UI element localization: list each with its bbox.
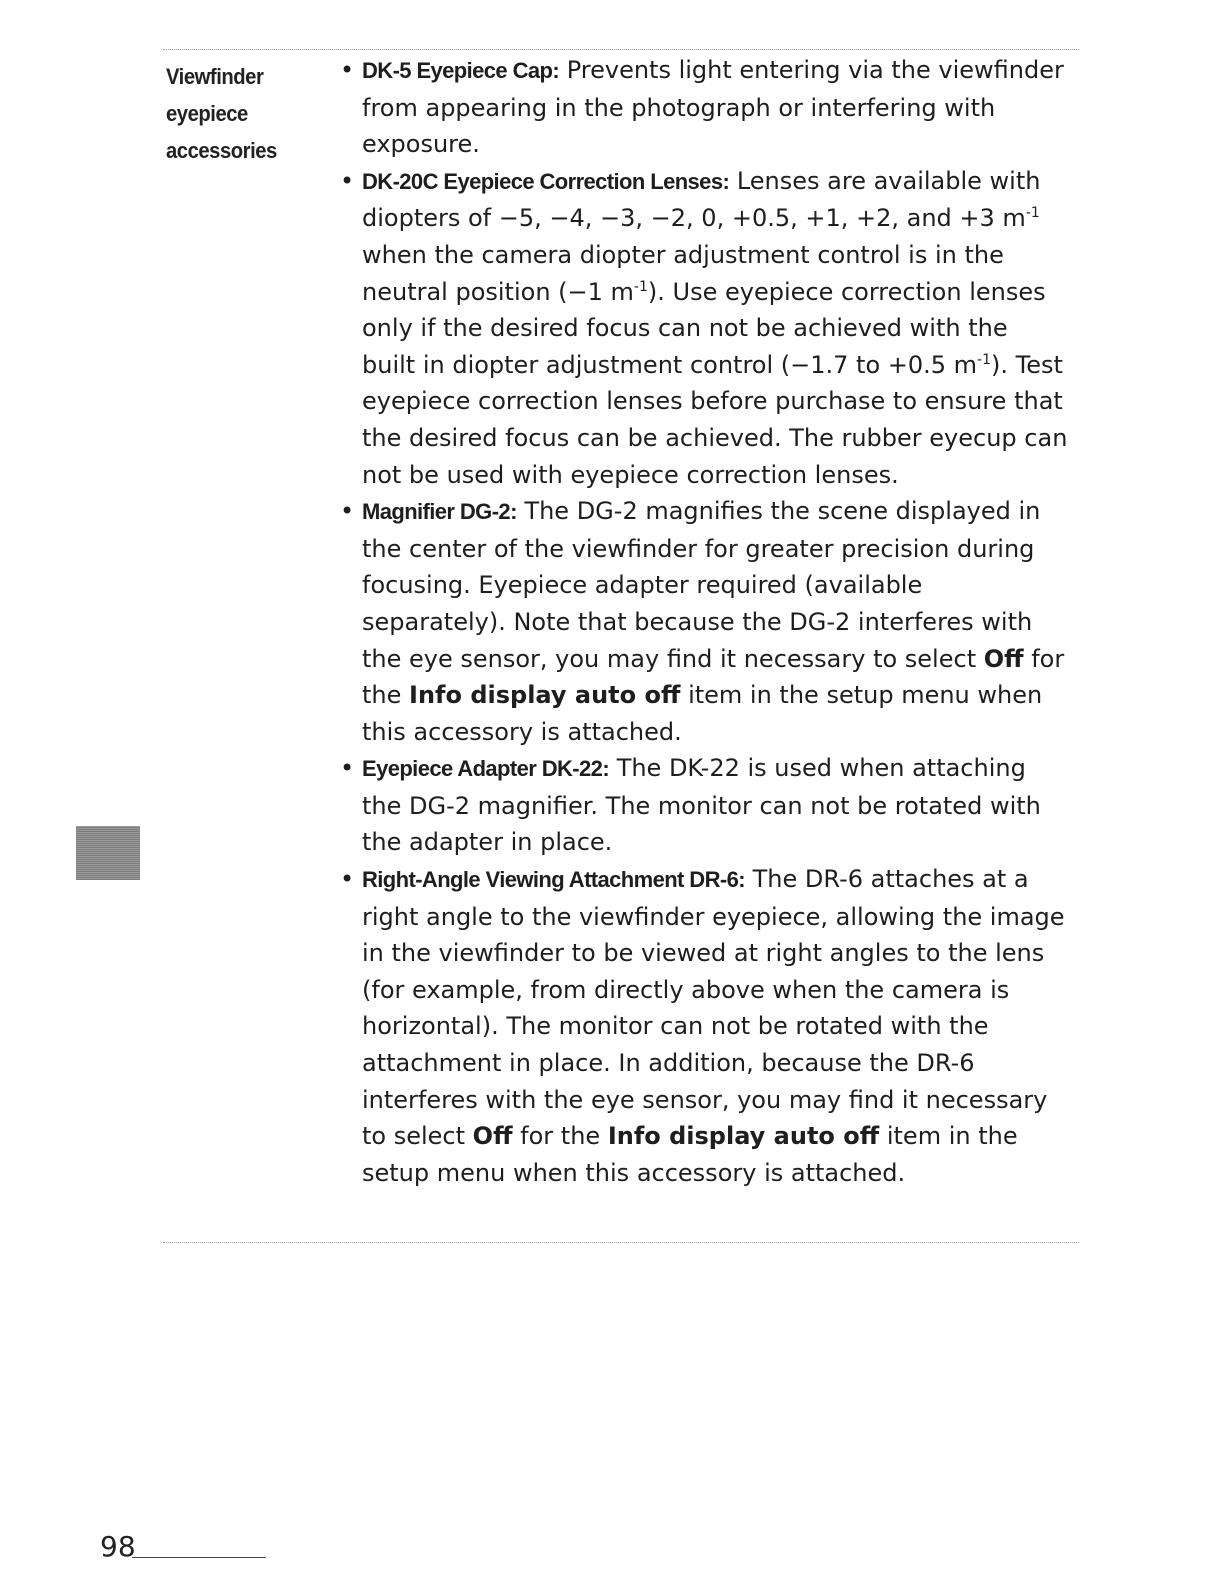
category-label xyxy=(166,58,313,169)
section-tab-marker xyxy=(76,826,140,880)
item-term: DK-5 Eyepiece Cap xyxy=(362,58,553,83)
item-description: Lenses are available with diopters of −5, −4, −3, −2, 0, +0.5, +1, +2, and +3 m xyxy=(362,166,1041,233)
superscript: -1 xyxy=(977,351,992,368)
item-description: The DG-2 magnifies the scene displayed in the center of the viewfinder for greater precision during focusing. Eyepiece adapter required (available separately). Note that because the DG-2 interferes with the eye sensor, you may find it necessary to select xyxy=(362,497,1041,673)
bullet-icon: • xyxy=(340,166,355,195)
menu-item-info-display-auto-off: Info display auto off xyxy=(409,681,681,710)
item-description: for the xyxy=(520,1122,601,1151)
item-description: for the xyxy=(362,644,1065,710)
list-item xyxy=(340,861,1068,1191)
item-term: Right-Angle Viewing Attachment DR-6 xyxy=(362,867,739,893)
bullet-icon: • xyxy=(340,754,355,783)
item-description: when the camera diopter adjustment control is in the neutral position (−1 m xyxy=(362,240,1004,306)
top-divider xyxy=(163,49,1079,50)
item-term: DK-20C Eyepiece Correction Lenses xyxy=(362,168,723,194)
menu-option-off: Off xyxy=(472,1122,513,1151)
bullet-icon: • xyxy=(340,56,355,84)
item-description: The DK-22 is used when attaching the DG-2 magnifier. The monitor can not be rotated with the adapter in place. xyxy=(362,754,1041,857)
item-description: Prevents light entering via the viewfinder from appearing in the photograph or interfering with exposure. xyxy=(362,56,1064,159)
bullet-icon: • xyxy=(340,865,355,894)
list-item xyxy=(340,493,1068,750)
bullet-icon: • xyxy=(340,497,355,526)
page-number: 98 xyxy=(100,1530,136,1563)
item-description: ). Use eyepiece correction lenses only if the desired focus can not be achieved with the built in diopter adjustment control (−1.7 to +0.5 m xyxy=(362,277,1046,379)
superscript: -1 xyxy=(633,278,648,295)
page-number-underline xyxy=(132,1557,266,1558)
menu-option-off: Off xyxy=(983,644,1024,673)
term-colon: : xyxy=(602,756,610,782)
list-item xyxy=(340,163,1068,493)
item-description: ). Test eyepiece correction lenses before purchase to ensure that the desired focus can be achieved. The rubber eyecup can not be used with eyepiece correction lenses. xyxy=(362,350,1068,489)
item-description: The DR-6 attaches at a right angle to the viewfinder eyepiece, allowing the image in the viewfinder to be viewed at right angles to the lens (for example, from directly above when the camera is horizontal). The monitor can not be rotated with the attachment in place. In addition, because the DR-6 interferes with the eye sensor, you may find it necessary to select xyxy=(362,865,1065,1151)
menu-item-info-display-auto-off: Info display auto off xyxy=(607,1122,880,1151)
superscript: -1 xyxy=(1025,205,1040,222)
bottom-divider xyxy=(163,1242,1079,1243)
item-term: Magnifier DG-2 xyxy=(362,499,511,525)
term-colon: : xyxy=(552,58,560,83)
category-label-line: accessories xyxy=(166,138,277,163)
category-label-line: Viewfinder xyxy=(166,64,264,89)
term-colon: : xyxy=(738,867,745,893)
accessory-list xyxy=(340,52,1068,1191)
item-description: item in the setup menu when this accessory is attached. xyxy=(362,681,1043,746)
item-description: item in the setup menu when this accessory is attached. xyxy=(362,1122,1018,1187)
category-label-line: eyepiece xyxy=(166,101,248,126)
list-item xyxy=(340,52,1068,163)
term-colon: : xyxy=(722,168,730,194)
term-colon: : xyxy=(510,499,517,525)
list-item xyxy=(340,750,1068,861)
item-term: Eyepiece Adapter DK-22 xyxy=(362,756,603,782)
